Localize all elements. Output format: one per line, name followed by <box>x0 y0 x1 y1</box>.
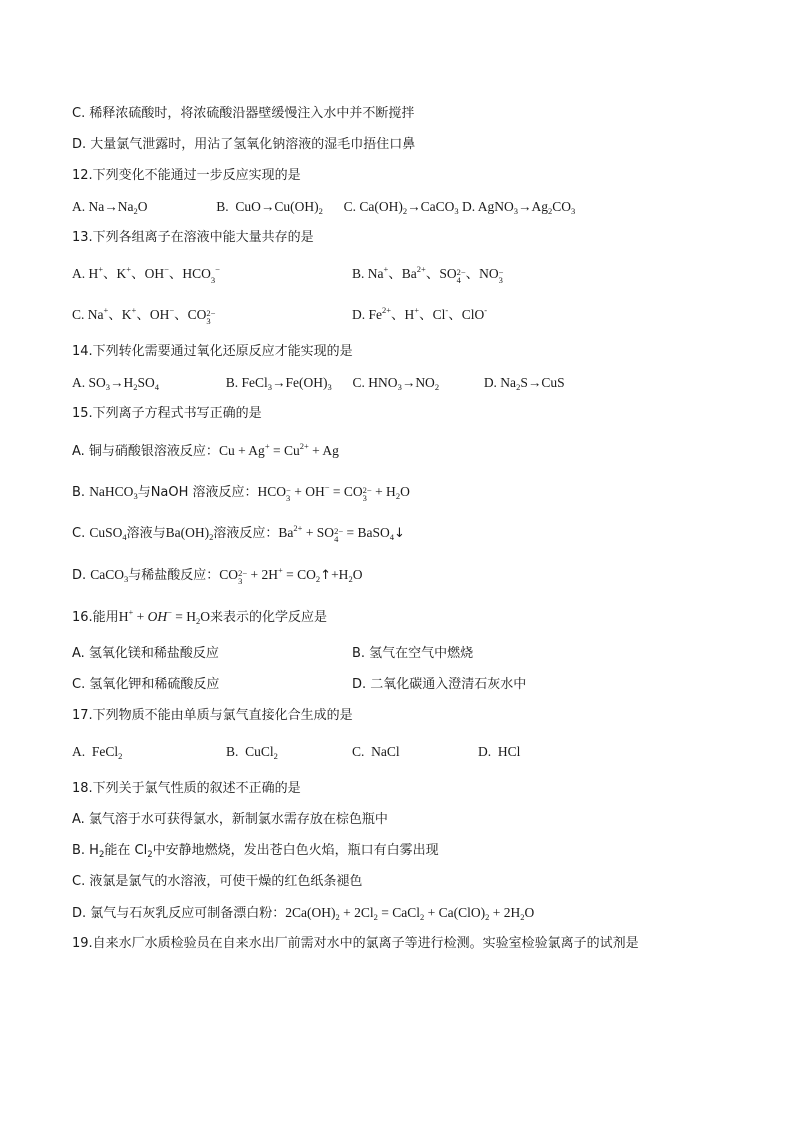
q13-option-d: D. $Fe^{2+}$、H+、Cl-、ClO- <box>352 305 488 322</box>
option-11c: C. 稀释浓硫酸时，将浓硫酸沿器壁缓慢注入水中并不断搅拌 <box>72 106 415 121</box>
q16-option-a: A. 氢氧化镁和稀盐酸反应 <box>72 646 219 661</box>
q15-option-a: A. 铜与硝酸银溶液反应：$Cu + Ag^+ = Cu^{2+} + Ag$ <box>72 441 339 459</box>
q17-option-b: B. CuCl$_2$ <box>226 744 278 761</box>
q18-option-c: C. 液氯是氯气的水溶液，可使干燥的红色纸条褪色 <box>72 874 363 889</box>
q12-option-a: A. $Na\to Na_2O$ <box>72 199 148 216</box>
q13-option-a: A. H+、K+、OH−、HCO 3 − <box>72 264 220 285</box>
question-14: 14.下列转化需要通过氧化还原反应才能实现的是 <box>72 344 353 359</box>
q17-option-d: D. HCl <box>478 744 521 759</box>
q13-option-c: C. Na+、K+、OH−、CO 2− 3 <box>72 305 216 326</box>
q12-options <box>72 198 575 216</box>
q16-option-c: C. 氢氧化钾和稀硫酸反应 <box>72 677 220 692</box>
q13-option-b: B. Na+、$Ba^{2+}$、SO 2− 4 、NO − 3 <box>352 264 504 285</box>
q17-option-c: C. NaCl <box>352 744 400 759</box>
q14-option-b: B. $FeCl_3\to Fe(OH)_3$ <box>225 375 332 392</box>
question-16: 16.能用$H^+ + OH^- = H_2O$来表示的化学反应是 <box>72 607 328 626</box>
q18-option-a: A. 氯气溶于水可获得氯水，新制氯水需存放在棕色瓶中 <box>72 812 388 827</box>
option-11d: D. 大量氯气泄露时，用沾了氢氧化钠溶液的湿毛巾捂住口鼻 <box>72 137 416 152</box>
q15-option-d: D. CaCO$_3$与稀盐酸反应：CO 2− 3 + $2H^+ = CO_2↑+H_2O$ <box>72 565 363 586</box>
q15-option-b: B. NaHCO$_3$与NaOH 溶液反应：HCO − 3 + OH− = CO 2− 3 + $H_2O$ <box>72 482 410 503</box>
q12-option-c: C. $Ca(OH)_2\to CaCO_3$ <box>343 199 459 216</box>
q16-option-b: B. 氢气在空气中燃烧 <box>352 646 474 661</box>
question-18: 18.下列关于氯气性质的叙述不正确的是 <box>72 781 301 796</box>
q12-option-d: D. $AgNO_3\to Ag_2CO_3$ <box>462 199 576 216</box>
question-17: 17.下列物质不能由单质与氯气直接化合生成的是 <box>72 708 353 723</box>
q15-option-c: C. CuSO$_4$溶液与$Ba(OH)_2$溶液反应：$Ba^{2+}$ + SO 2− 4 = BaSO$_4$↓ <box>72 523 405 544</box>
question-13: 13.下列各组离子在溶液中能大量共存的是 <box>72 230 314 245</box>
question-19: 19.自来水厂水质检验员在自来水出厂前需对水中的氯离子等进行检测。实验室检验氯离子的试剂是 <box>72 936 639 951</box>
q14-options <box>72 374 565 392</box>
q17-option-a: A. FeCl$_2$ <box>72 744 123 761</box>
question-12: 12.下列变化不能通过一步反应实现的是 <box>72 168 301 183</box>
question-15: 15.下列离子方程式书写正确的是 <box>72 406 262 421</box>
q14-option-c: C. $HNO_3\to NO_2$ <box>352 375 440 392</box>
q18-option-d: D. 氯气与石灰乳反应可制备漂白粉：$2Ca(OH)_2 + 2Cl_2$ = CaCl$_2$ + $Ca(ClO)_2 + 2H_2O$ <box>72 905 535 922</box>
q14-option-a: A. $SO_3\to H_2SO_4$ <box>72 375 160 392</box>
q16-option-d: D. 二氧化碳通入澄清石灰水中 <box>352 677 527 692</box>
q12-option-b: B. $CuO\to Cu(OH)_2$ <box>216 199 323 216</box>
q18-option-b: B. $H_2$能在 $Cl_2$中安静地燃烧，发出苍白色火焰，瓶口有白雾出现 <box>72 843 439 860</box>
q14-option-d: D. $Na_2S\to CuS$ <box>483 375 565 392</box>
